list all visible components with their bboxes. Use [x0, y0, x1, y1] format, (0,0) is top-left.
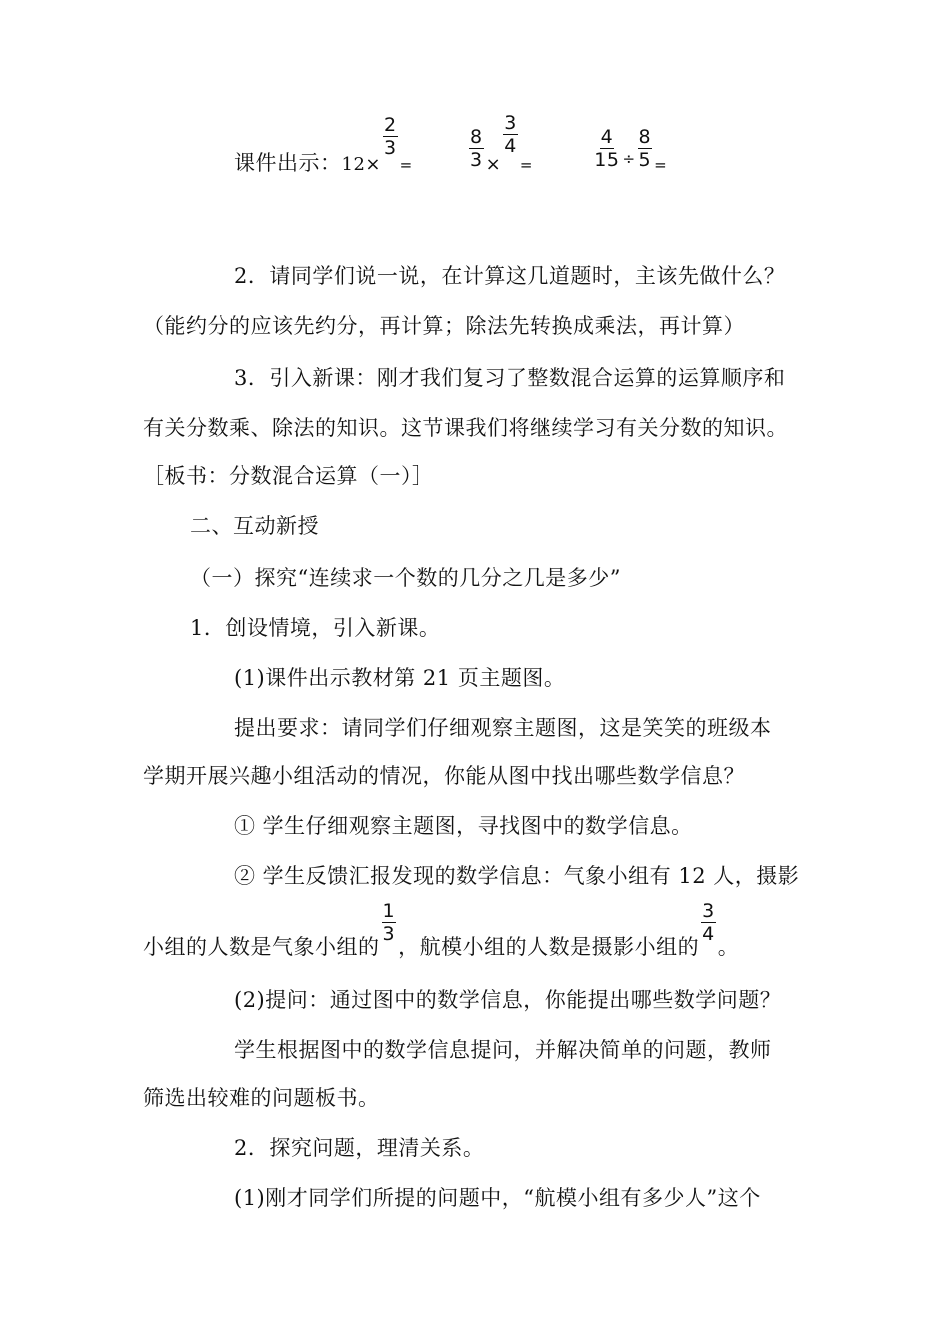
divide-sign: ÷: [622, 150, 636, 168]
paragraph-line: 学期开展兴趣小组活动的情况，你能从图中找出哪些数学信息？: [143, 764, 745, 788]
paragraph-line: 2．请同学们说一说，在计算这几道题时，主该先做什么？: [234, 264, 786, 288]
fraction: $\frac{3}{4}$: [504, 112, 517, 157]
paragraph-line: 3．引入新课：刚才我们复习了整数混合运算的运算顺序和: [234, 366, 786, 390]
paragraph-line: (2)提问：通过图中的数学信息，你能提出哪些数学问题？: [234, 988, 782, 1012]
text-segment: 。: [717, 935, 740, 959]
expr1-integer: 12: [341, 154, 366, 175]
courseware-label: 课件出示：: [234, 151, 342, 175]
equals-sign: =: [399, 156, 413, 174]
text-segment: 小组的人数是气象小组的: [143, 935, 380, 959]
times-sign: ×: [485, 154, 502, 175]
paragraph-line: (1)课件出示教材第 21 页主题图。: [234, 666, 566, 690]
fraction: $\frac{8}{5}$: [638, 126, 652, 171]
paragraph-line-with-fractions: [143, 900, 739, 960]
paragraph-line: ② 学生反馈汇报发现的数学信息：气象小组有 12 人，摄影: [234, 864, 800, 888]
courseware-expressions: [234, 112, 668, 188]
section-heading: 二、互动新授: [190, 514, 319, 538]
equals-sign: =: [654, 156, 668, 174]
text-segment: ，航模小组的人数是摄影小组的: [398, 935, 700, 959]
fraction: $\frac{8}{3}$: [470, 126, 483, 171]
paragraph-line: 1．创设情境，引入新课。: [190, 616, 441, 640]
subsection-heading: （一）探究“连续求一个数的几分之几是多少”: [190, 566, 621, 590]
paragraph-line: （能约分的应该先约分，再计算；除法先转换成乘法，再计算）: [143, 314, 745, 338]
times-sign: ×: [365, 154, 381, 175]
equals-sign: =: [519, 156, 533, 174]
paragraph-line: 学生根据图中的数学信息提问，并解决简单的问题，教师: [234, 1038, 772, 1062]
paragraph-line: 2．探究问题，理清关系。: [234, 1136, 485, 1160]
paragraph-line: ① 学生仔细观察主题图，寻找图中的数学信息。: [234, 814, 693, 838]
fraction: $\frac{2}{3}$: [384, 114, 397, 159]
paragraph-line: 有关分数乘、除法的知识。这节课我们将继续学习有关分数的知识。: [143, 416, 788, 440]
paragraph-line: (1)刚才同学们所提的问题中，“航模小组有多少人”这个: [234, 1186, 761, 1210]
paragraph-line: 筛选出较难的问题板书。: [143, 1086, 380, 1110]
fraction: $\frac{1}{3}$: [382, 900, 396, 945]
fraction: $\frac{4}{15}$: [594, 126, 620, 171]
paragraph-line: 提出要求：请同学们仔细观察主题图，这是笑笑的班级本: [234, 716, 772, 740]
fraction: $\frac{3}{4}$: [702, 900, 715, 945]
paragraph-line: ［板书：分数混合运算（一）］: [143, 464, 434, 488]
